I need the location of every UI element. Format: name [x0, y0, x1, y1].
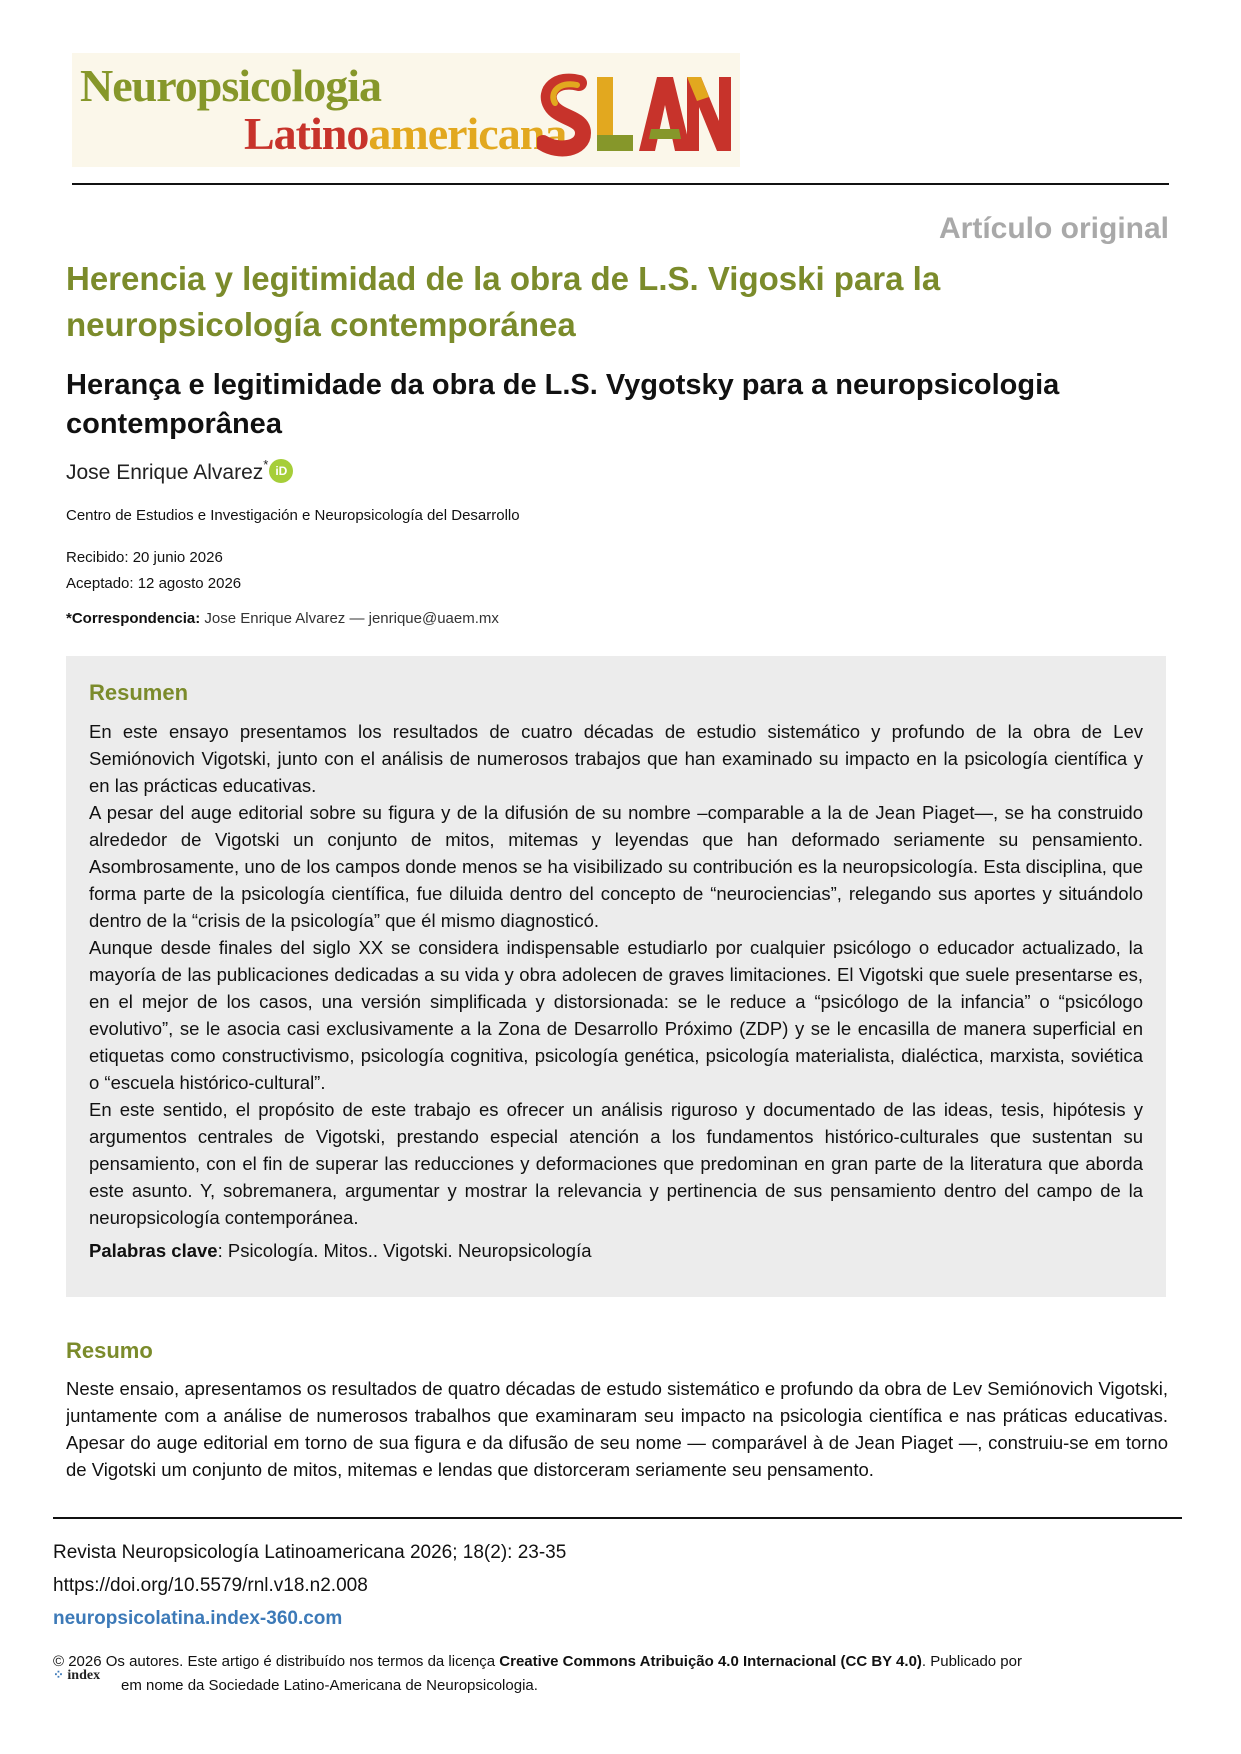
correspondence-value: Jose Enrique Alvarez — jenrique@uaem.mx: [204, 610, 499, 627]
resumo-heading: Resumo: [66, 1338, 153, 1363]
author-mark: *: [263, 457, 269, 472]
license-post: . Publicado por: [921, 1653, 1022, 1670]
license-pre: © 2026 Os autores. Este artigo é distribuído nos termos da licença: [53, 1653, 500, 1670]
index-logo: [53, 1667, 100, 1684]
license-link[interactable]: Creative Commons Atribuição 4.0 Internacional (CC BY 4.0): [499, 1653, 922, 1670]
abstract-paragraph: En este sentido, el propósito de este trabajo es ofrecer un análisis riguroso y documentado de las ideas, tesis, hipótesis y argumentos centrales de Vigotski, prestando especial atención a los fundamentos histórico-culturales que sustentan su pensamiento, con el fin de superar las reducciones y deformaciones que predominan en gran parte de la literatura que aborda este asunto. Y, sobremanera, argumentar y mostrar la relevancia y pertinencia de sus pensamiento dentro del campo de la neuropsicología contemporánea.: [89, 1099, 1143, 1228]
index-logo-text: index: [67, 1668, 101, 1683]
license-line-1: [53, 1650, 1173, 1674]
top-divider: [72, 183, 1169, 185]
doi-link[interactable]: https://doi.org/10.5579/rnl.v18.n2.008: [53, 1575, 368, 1596]
dates-block: [66, 545, 241, 597]
resumo-body: [66, 1375, 1168, 1483]
bottom-divider: [53, 1517, 1182, 1519]
logo-line-1: Neuropsicologia: [80, 60, 382, 111]
title-portuguese: Herança e legitimidade da obra de L.S. Vygotsky para a neuropsicologia contemporânea: [66, 369, 1060, 440]
logo-line-2: [244, 108, 567, 159]
abstract-heading: Resumen: [89, 680, 189, 705]
article-type-label: Artículo original: [938, 212, 1169, 245]
abstract-box: [66, 656, 1166, 1297]
author-line: [66, 459, 293, 485]
citation: Revista Neuropsicología Latinoamericana 2026; 18(2): 23-35: [53, 1542, 567, 1563]
license-text: [53, 1650, 1173, 1698]
license-line-2: em nome da Sociedade Latino-Americana de Neuropsicologia.: [121, 1677, 538, 1694]
logo-line-2-part-1: Latino: [244, 108, 369, 159]
abstract-body: [89, 718, 1143, 1231]
affiliation: Centro de Estudios e Investigación e Neuropsicología del Desarrollo: [66, 507, 520, 524]
logo-line-2-part-2: americana: [368, 108, 567, 159]
keywords-value: : Psicología. Mitos.. Vigotski. Neuropsicología: [217, 1240, 592, 1261]
journal-site-link[interactable]: neuropsicolatina.index-360.com: [53, 1608, 343, 1629]
correspondence: [66, 610, 499, 627]
abstract-paragraph: En este ensayo presentamos los resultados de cuatro décadas de estudio sistemático y profundo de la obra de Lev Semiónovich Vigotski, junto con el análisis de numerosos trabajos que han examinado su impacto en la psicología científica y en las prácticas educativas.: [89, 721, 1143, 796]
accepted-date: Aceptado: 12 agosto 2026: [66, 575, 242, 592]
title-spanish: Herencia y legitimidad de la obra de L.S. Vigoski para la neuropsicología contemporánea: [66, 260, 941, 343]
keywords: [89, 1240, 592, 1262]
abstract-paragraph: A pesar del auge editorial sobre su figura y de la difusión de su nombre –comparable a la de Jean Piaget—, se ha construido alrededor de Vigotski un conjunto de mitos, mitemas y leyendas que han deformado seriamente su pensamiento. Asombrosamente, uno de los campos donde menos se ha visibilizado su contribución es la neuropsicología. Esta disciplina, que forma parte de la psicología científica, fue diluida dentro del concepto de “neurociencias”, relegando sus aportes y situándolo dentro de la “crisis de la psicología” que él mismo diagnosticó.: [89, 802, 1143, 931]
index-dots-icon: ⁘: [53, 1667, 64, 1682]
received-date: Recibido: 20 junio 2026: [66, 549, 223, 566]
abstract-paragraph: Aunque desde finales del siglo XX se considera indispensable estudiarlo por cualquier psicólogo o educador actualizado, la mayoría de las publicaciones dedicadas a su vida y obra adolecen de graves limitaciones. El Vigotski que suele presentarse es, en el mejor de los casos, una versión simplificada y distorsionada: se le reduce a “psicólogo de la infancia” o “psicólogo evolutivo”, se le asocia casi exclusivamente a la Zona de Desarrollo Próximo (ZDP) y se le encasilla de manera superficial en etiquetas como constructivismo, psicología cognitiva, psicología genética, psicología materialista, dialéctica, marxista, soviética o “escuela histórico-cultural”.: [89, 937, 1143, 1093]
resumo-text: Neste ensaio, apresentamos os resultados de quatro décadas de estudo sistemático e profundo da obra de Lev Semiónovich Vigotski, juntamente com a análise de numerosos trabalhos que examinaram seu impacto na psicologia científica e nas práticas educativas. Apesar do auge editorial em torno de sua figura e da difusão de seu nome — comparável à de Jean Piaget —, construiu-se em torno de Vigotski um conjunto de mitos, mitemas e lendas que distorceram seriamente seu pensamento.: [66, 1378, 1168, 1480]
slan-logo-icon: [537, 69, 732, 159]
correspondence-label: *Correspondencia:: [66, 610, 201, 627]
keywords-label: Palabras clave: [89, 1240, 218, 1261]
journal-logo: [72, 53, 740, 167]
author-name: Jose Enrique Alvarez: [66, 461, 264, 484]
orcid-icon[interactable]: iD: [269, 459, 293, 483]
